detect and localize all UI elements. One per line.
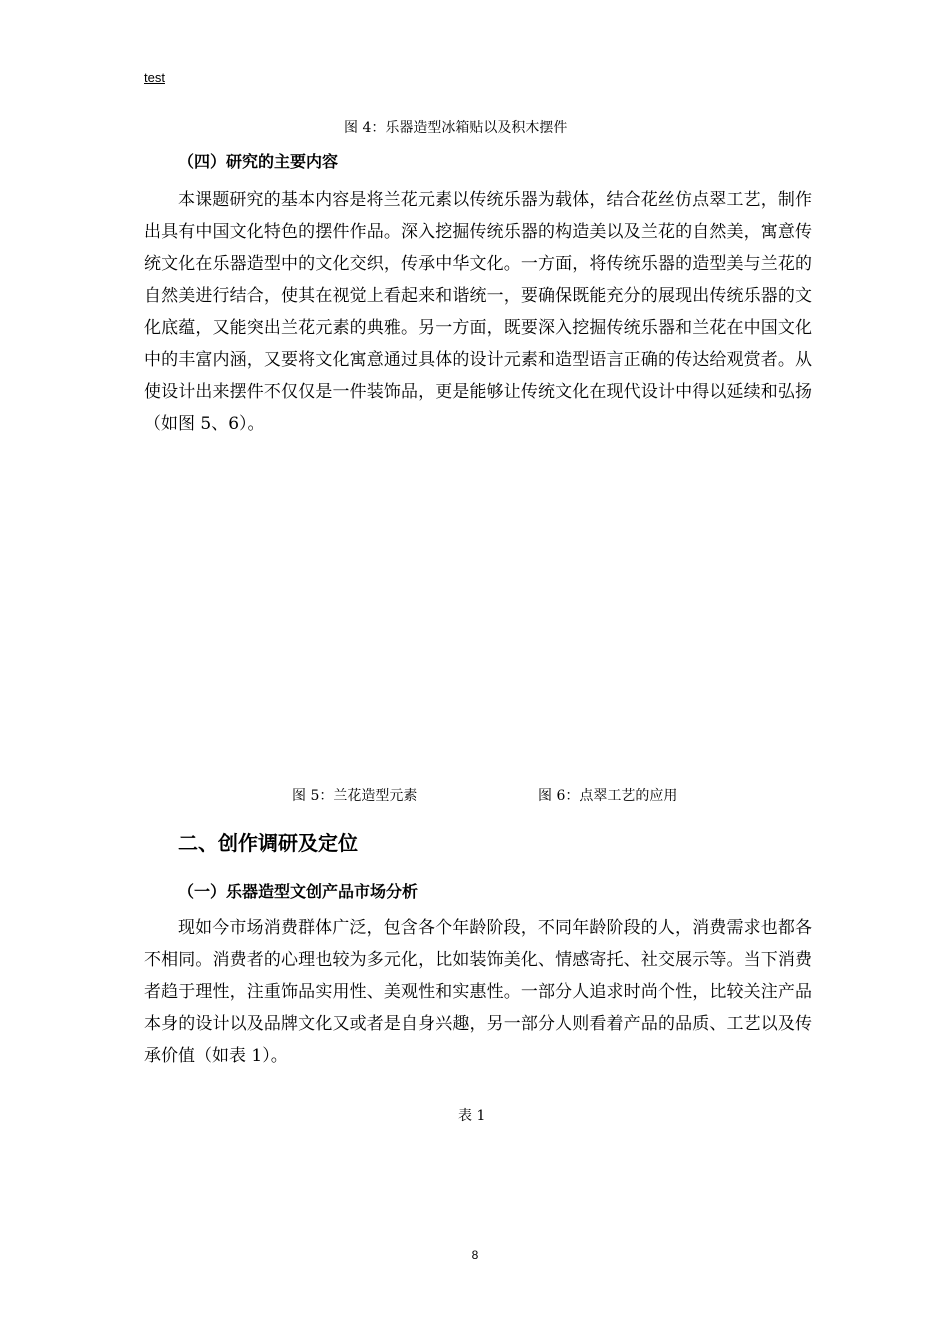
table-1-area — [144, 1134, 812, 1234]
section-market-heading: （一）乐器造型文创产品市场分析 — [178, 882, 419, 901]
section-research-heading: （四）研究的主要内容 — [178, 152, 339, 171]
figure-5-6-area — [144, 520, 812, 770]
section-research-paragraph: 本课题研究的基本内容是将兰花元素以传统乐器为载体，结合花丝仿点翠工艺，制作出具有中国文化特色的摆件作品。深入挖掘传统乐器的构造美以及兰花的自然美，寓意传统文化在乐器造型中的文化交织，传承中华文化。一方面，将传统乐器的造型美与兰花的自然美进行结合，使其在视觉上看起来和谐统一，要确保既能充分的展现出传统乐器的文化底蕴，又能突出兰花元素的典雅。另一方面，既要深入挖掘传统乐器和兰花在中国文化中的丰富内涵，又要将文化寓意通过具体的设计元素和造型语言正确的传达给观赏者。从使设计出来摆件不仅仅是一件装饰品，更是能够让传统文化在现代设计中得以延续和弘扬（如图 5、6）。 — [144, 190, 812, 434]
chapter-2-heading: 二、创作调研及定位 — [178, 831, 358, 855]
figure-6-caption: 图 6：点翠工艺的应用 — [538, 788, 678, 804]
page-number: 8 — [471, 1248, 479, 1262]
table-1-caption: 表 1 — [458, 1108, 486, 1124]
figure-4-caption: 图 4：乐器造型冰箱贴以及积木摆件 — [344, 120, 568, 136]
page-header: test — [144, 70, 165, 85]
figure-5-caption: 图 5：兰花造型元素 — [292, 788, 418, 804]
section-market-paragraph: 现如今市场消费群体广泛，包含各个年龄阶段，不同年龄阶段的人，消费需求也都各不相同。消费者的心理也较为多元化，比如装饰美化、情感寄托、社交展示等。当下消费者趋于理性，注重饰品实用性、美观性和实惠性。一部分人追求时尚个性，比较关注产品本身的设计以及品牌文化又或者是自身兴趣，另一部分人则看着产品的品质、工艺以及传承价值（如表 1）。 — [144, 918, 812, 1066]
